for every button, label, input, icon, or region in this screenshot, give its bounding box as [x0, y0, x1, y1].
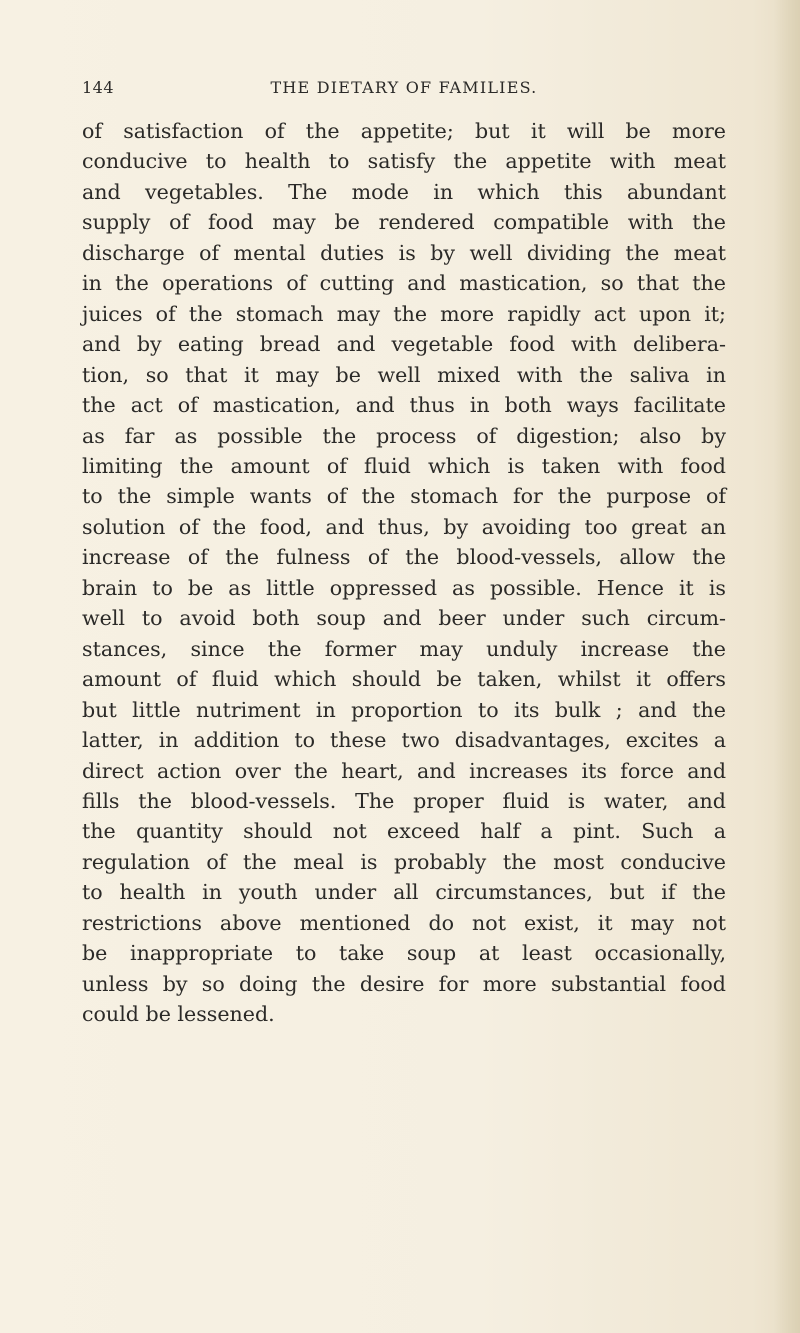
text-line: to health in youth under all circumstances, but if the — [82, 880, 726, 905]
text-line: to the simple wants of the stomach for the purpose of — [82, 484, 726, 509]
body-paragraph — [82, 116, 726, 1030]
text-line: as far as possible the process of digestion; also by — [82, 423, 726, 448]
text-line: be inappropriate to take soup at least occasionally, — [82, 941, 726, 966]
text-line: discharge of mental duties is by well dividing the meat — [82, 240, 726, 265]
running-head — [82, 78, 726, 102]
text-line: brain to be as little oppressed as possible. Hence it is — [82, 575, 726, 600]
text-line: solution of the food, and thus, by avoiding too great an — [82, 514, 726, 539]
text-line: amount of fluid which should be taken, whilst it offers — [82, 667, 726, 692]
text-line: tion, so that it may be well mixed with the saliva in — [82, 362, 726, 387]
text-line: juices of the stomach may the more rapidly act upon it; — [82, 301, 726, 326]
text-line: regulation of the meal is probably the most conducive — [82, 849, 726, 874]
text-line: supply of food may be rendered compatible with the — [82, 210, 726, 235]
text-line: fills the blood-vessels. The proper fluid is water, and — [82, 788, 726, 813]
text-line: but little nutriment in proportion to its bulk ; and the — [82, 697, 726, 722]
running-title: THE DIETARY OF FAMILIES. — [270, 78, 538, 97]
text-line: stances, since the former may unduly increase the — [82, 636, 726, 661]
text-line: the act of mastication, and thus in both ways facilitate — [82, 393, 726, 418]
text-line: of satisfaction of the appetite; but it will be more — [82, 119, 726, 143]
text-line: direct action over the heart, and increases its force and — [82, 758, 726, 783]
text-line: latter, in addition to these two disadvantages, excites a — [82, 728, 726, 753]
text-line: conducive to health to satisfy the appetite with meat — [82, 149, 726, 174]
text-line: could be lessened. — [82, 1002, 275, 1027]
text-line: and by eating bread and vegetable food with delibera- — [82, 332, 726, 357]
text-line: well to avoid both soup and beer under such circum- — [82, 606, 726, 631]
text-line: unless by so doing the desire for more substantial food — [82, 971, 726, 996]
text-line: the quantity should not exceed half a pint. Such a — [82, 819, 726, 844]
page-number: 144 — [82, 78, 115, 97]
text-line: restrictions above mentioned do not exist, it may not — [82, 910, 726, 935]
text-line: limiting the amount of fluid which is taken with food — [82, 453, 726, 478]
text-line: in the operations of cutting and mastication, so that the — [82, 271, 726, 296]
page-edge-shadow — [774, 0, 800, 1333]
text-line: and vegetables. The mode in which this abundant — [82, 179, 726, 204]
text-line: increase of the fulness of the blood-vessels, allow the — [82, 545, 726, 570]
